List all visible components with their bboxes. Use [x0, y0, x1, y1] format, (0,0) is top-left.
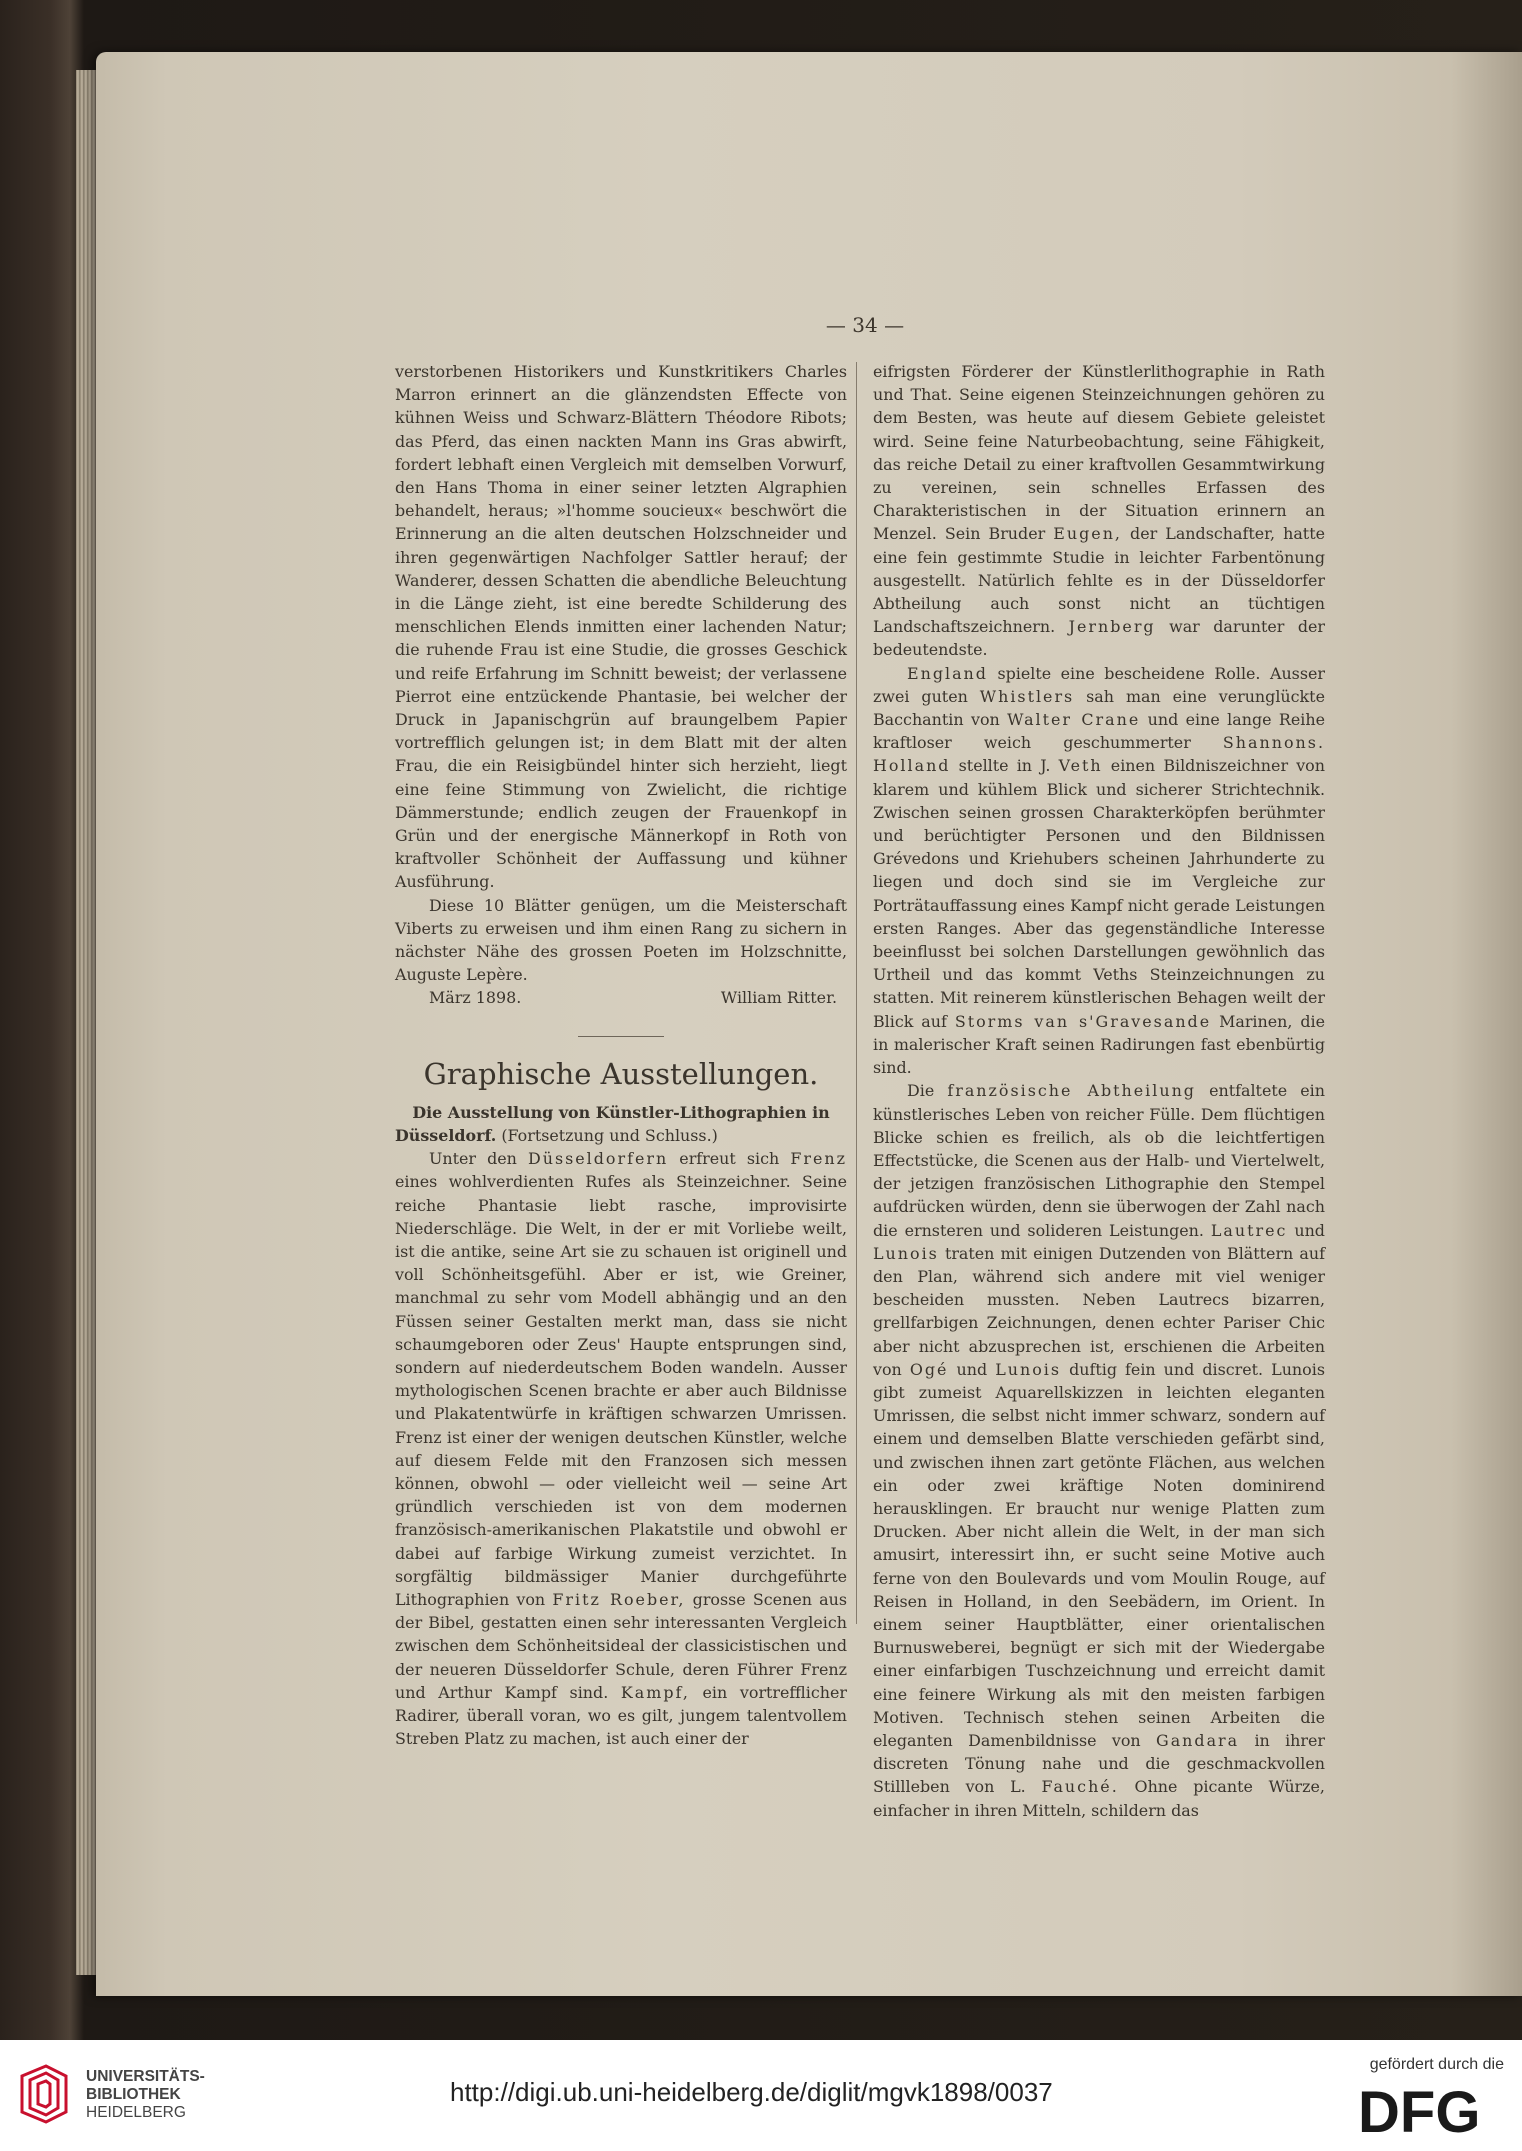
- signoff-date: März 1898.: [429, 988, 522, 1008]
- text-run: grosse Scenen aus der Bibel, gestatten einen sehr interessanten Vergleich zwischen dem Schönheitsideal der classicistischen und der neueren Düsseldorfer Schule, deren Führer Frenz und Arthur Kampf sind.: [395, 1589, 848, 1702]
- text-run: in ihrer discreten Tönung nahe und die geschmackvollen Stillleben von L.: [873, 1730, 1325, 1797]
- paragraph: [873, 360, 1325, 662]
- spaced-name: Fauché.: [1041, 1777, 1119, 1797]
- paragraph: verstorbenen Historikers und Kunstkritikers Charles Marron erinnert an die glänzendsten Effecte von kühnen Weiss und Schwarz-Blättern Théodore Ribots; das Pferd, das einen nackten Mann ins Gras abwirft, fordert lebhaft einen Vergleich mit demselben Vorwurf, den Hans Thoma in einer seiner letzten Algraphien behandelt, heraus; »l'homme soucieux« beschwört die Erinnerung an die alten deutschen Holzschneider und ihren gegenwärtigen Nachfolger Sattler herauf; der Wanderer, dessen Schatten die abendliche Beleuchtung in die Länge zieht, ist eine beredte Schilderung des menschlichen Elends inmitten einer lachenden Natur; die ruhende Frau ist eine Studie, die grosses Geschick und reife Erfahrung im Schnitt beweist; der verlassene Pierrot eine entzückende Phantasie, bei welcher der Druck in Japanischgrün auf braungelbem Papier vortrefflich gelungen ist; in dem Blatt mit der alten Frau, die ein Reisigbündel hinter sich herzieht, liegt eine feine Stimmung von Zwielicht, die richtige Dämmerstunde; endlich zeugen der Frauenkopf in Grün und der energische Männerkopf in Roth von kraftvoller Schönheit der Auffassung und kühner Ausführung.: [395, 362, 847, 892]
- viewer-footer: [0, 2040, 1522, 2151]
- spaced-name: Whistlers: [979, 686, 1075, 706]
- text-run: stellte in J.: [958, 756, 1051, 776]
- spaced-name: Walter Crane: [1007, 710, 1141, 730]
- text-run: und: [956, 1359, 988, 1379]
- text-run: erfreut sich: [679, 1149, 780, 1169]
- paragraph: [395, 1147, 847, 1750]
- left-column: [395, 360, 847, 1750]
- text-run: Die: [907, 1081, 935, 1101]
- spaced-name: Frenz: [790, 1149, 847, 1169]
- spaced-name: Lunois: [995, 1359, 1062, 1379]
- spaced-name: französische Abtheilung: [947, 1081, 1196, 1101]
- spaced-name: Fritz Roeber,: [552, 1589, 686, 1609]
- section-rule: [578, 1036, 664, 1037]
- subheading-continued: [395, 1124, 847, 1147]
- library-name-line: HEIDELBERG: [86, 2104, 186, 2121]
- spaced-name: Düsseldorfern: [527, 1149, 669, 1169]
- text-run: sah man eine verunglückte Bacchantin von: [873, 686, 1325, 730]
- text-run: traten mit einigen Dutzenden von Blättern auf den Plan, während sich andere mit viel weniger bescheiden mussten. Neben Lautrecs bizarren, grellfarbigen Zeichnungen, denen echter Pariser Chic aber nicht abzusprechen ist, erschienen die Arbeiten von: [873, 1243, 1325, 1379]
- library-name-line: BIBLIOTHEK: [86, 2086, 181, 2103]
- text-run: Ohne picante Würze, einfacher in ihren Mitteln, schildern das: [873, 1777, 1325, 1820]
- page-number: — 34 —: [825, 313, 905, 337]
- spaced-name: Shannons.: [1222, 733, 1325, 753]
- paragraph: [873, 1079, 1325, 1822]
- paragraph: [873, 662, 1325, 1080]
- text-run: war darunter der bedeutendste.: [873, 617, 1326, 660]
- text-run: einen Bildniszeichner von klarem und kühlem Blick und sicherer Strichtechnik. Zwischen seinen grossen Charakterköpfen berühmter und berüchtigter Personen und den Bildnissen Grévedons und Kriehubers scheinen Jahrhunderte zu liegen und doch sind sie im Vergleiche zur Porträtauffassung eines Kampf nicht gerade Leistungen ersten Ranges. Aber das gegenständliche Interesse beeinflusst bei solchen Darstellungen gewöhnlich das Urtheil und das kommt Veths Steinzeichnungen zu statten. Mit reinerem künstlerischen Behagen weilt der Blick auf: [873, 756, 1325, 1031]
- subheading: Die Ausstellung von Künstler-Lithographien in: [412, 1102, 830, 1122]
- subheading-place: Düsseldorf.: [395, 1125, 497, 1145]
- spaced-name: Jernberg: [1068, 617, 1156, 637]
- spaced-name: Storms van s'Gravesande: [954, 1011, 1212, 1031]
- spaced-name: Lunois: [873, 1243, 939, 1263]
- section-title: Graphische Ausstellungen.: [423, 1056, 819, 1091]
- right-column: [873, 360, 1325, 1822]
- library-name[interactable]: [86, 2068, 205, 2122]
- funding-caption: gefördert durch die: [1369, 2056, 1504, 2073]
- spaced-name: Lautrec: [1210, 1220, 1288, 1240]
- text-run: Unter den: [429, 1149, 517, 1169]
- text-run: spielte eine bescheidene Rolle. Ausser zwei guten: [873, 663, 1325, 706]
- text-run: ein vortrefflicher Radirer, überall voran, wo es gilt, jungem talentvollem Streben Platz zu machen, ist auch einer der: [395, 1682, 848, 1749]
- spaced-name: Veth: [1058, 756, 1103, 776]
- text-run: eifrigsten Förderer der Künstlerlithographie in Rath und That. Seine eigenen Steinzeichnungen gehören zu dem Besten, was heute auf diesem Gebiete geleistet wird. Seine feine Naturbeobachtung, seine Fähigkeit, das reiche Detail zu einer kraftvollen Gesammtwirkung zu vereinen, sein schnelles Erfassen des Charakteristischen in der Situation erinnern an Menzel. Sein Bruder: [873, 362, 1325, 544]
- university-library-logo-icon[interactable]: [16, 2062, 72, 2126]
- text-run: Marinen, die in malerischer Kraft seinen Radirungen fast ebenbürtig sind.: [873, 1011, 1326, 1078]
- dfg-logo-icon[interactable]: [1358, 2084, 1504, 2138]
- paragraph: Diese 10 Blätter genügen, um die Meisterschaft Viberts zu erweisen und ihm einen Rang zu sichern in nächster Nähe des grossen Poeten im Holzschnitte, Auguste Lepère.: [395, 895, 847, 985]
- spaced-name: Holland: [873, 756, 951, 776]
- spaced-name: Kampf,: [620, 1682, 690, 1702]
- text-run: und eine lange Reihe kraftloser weich geschummerter: [873, 710, 1325, 753]
- text-run: und: [1294, 1220, 1325, 1240]
- spaced-name: England: [907, 663, 988, 683]
- text-run: entfaltete ein künstlerisches Leben von reicher Fülle. Dem flüchtigen Blicke schien es freilich, als ob die leichtfertigen Effectstücke, die Scenen aus der Halb- und Viertelwelt, der jetzigen französischen Lithographie den Stempel aufdrücken würden, denn sie überwogen der Zahl nach die ernsteren und solideren Leistungen.: [873, 1081, 1325, 1240]
- signoff: [395, 986, 847, 1009]
- text-run: der Landschafter, hatte eine fein gestimmte Studie in leichter Farbentönung ausgestellt. Natürlich fehlte es in der Düsseldorfer Abtheilung auch sonst nicht an tüchtigen Landschaftszeichnern.: [873, 524, 1325, 637]
- library-name-line: UNIVERSITÄTS-: [86, 2068, 205, 2085]
- permalink-url[interactable]: http://digi.ub.uni-heidelberg.de/diglit/mgvk1898/0037: [450, 2077, 1053, 2107]
- text-run: duftig fein und discret. Lunois gibt zumeist Aquarellskizzen in leichten eleganten Umrissen, die selbst nicht immer schwarz, sondern auf einem und demselben Blatte verschieden gefärbt sind, und zwischen ihnen zart getönte Flächen, aus welchen ein oder zwei kräftige Noten dominirend herausklingen. Er braucht nur wenige Platten zum Drucken. Aber nicht allein die Welt, in der man sich amusirt, interessirt ihn, er sucht seine Motive auch ferne von den Boulevards und vom Moulin Rouge, auf Reisen in Holland, in den Seebädern, im Orient. In einem seiner Hauptblätter, einer orientalischen Burnusweberei, begnügt er sich mit der Wiedergabe einer einfarbigen Tuschzeichnung und erreicht damit eine feinere Wirkung als mit den meisten farbigen Motiven. Technisch stehen seinen Arbeiten die eleganten Damenbildnisse von: [873, 1359, 1325, 1750]
- spaced-name: Ogé: [909, 1359, 949, 1379]
- text-run: eines wohlverdienten Rufes als Steinzeichner. Seine reiche Phantasie liebt rasche, improvisirte Niederschläge. Die Welt, in der er mit Vorliebe weilt, ist die antike, seine Art sie zu schauen ist originell und voll Schönheitsgefühl. Aber er ist, wie Greiner, manchmal zu sehr vom Modell abhängig und an den Füssen seiner Gestalten merkt man, dass sie nicht schaumgeboren oder Zeus' Haupte entsprungen sind, sondern auf niederdeutschem Boden wandeln. Ausser mythologischen Scenen brachte er aber auch Bildnisse und Plakatentwürfe in kräftigen schwarzen Umrissen. Frenz ist einer der wenigen deutschen Künstler, welche auf diesem Felde mit den Franzosen sich messen können, obwohl — oder vielleicht weil — seine Art gründlich verschieden ist von dem modernen französisch-amerikanischen Plakatstile und obwohl er dabei auf farbige Wirkung zumeist verzichtet. In sorgfältig bildmässiger Manier durchgeführte Lithographien von: [395, 1172, 847, 1609]
- spaced-name: Eugen,: [1053, 524, 1122, 544]
- column-divider: [856, 362, 857, 1624]
- signoff-author: William Ritter.: [720, 988, 837, 1008]
- spaced-name: Gandara: [1156, 1730, 1240, 1750]
- dfg-logo-text: DFG: [1358, 2084, 1481, 2138]
- subheading-note: (Fortsetzung und Schluss.): [501, 1125, 718, 1145]
